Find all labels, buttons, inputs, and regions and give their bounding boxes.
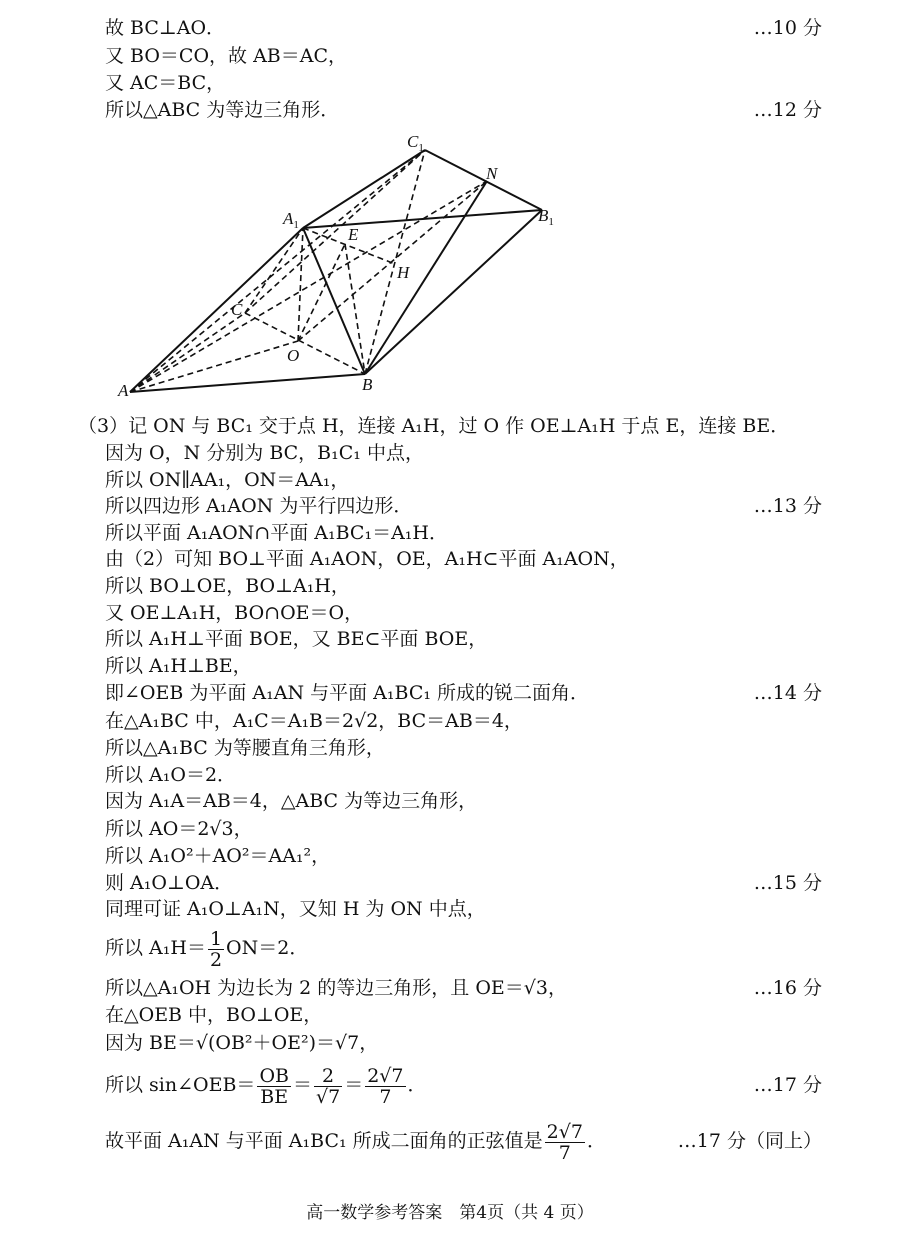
text-span: 故平面 A₁AN 与平面 A₁BC₁ 所成二面角的正弦值是 [105,1130,543,1152]
text-line: 因为 O，N 分别为 BC，B₁C₁ 中点， [105,442,424,464]
fraction-num: 1 [209,927,223,950]
score-mark: …17 分 [753,1074,822,1096]
text-span: ＝ [292,1074,312,1096]
fraction-num: 2 [314,1066,342,1087]
label-O: O [287,346,300,365]
text-span: 所以 A₁H＝ [105,937,206,959]
fraction [208,929,224,970]
prism-diagram [110,128,590,400]
text-line: 又 OE⊥A₁H，BO∩OE＝O， [105,602,364,624]
half-line [105,927,309,971]
score-mark: …17 分（同上） [677,1130,822,1152]
text-line: 所以 BO⊥OE，BO⊥A₁H， [105,575,350,597]
label-N: N [486,164,498,183]
fraction-den: 7 [379,1085,392,1108]
label-A: A [118,381,129,400]
label-C1: $C_1$ [407,132,424,154]
label-H: H [397,263,410,282]
score-mark: …14 分 [753,682,822,704]
fraction-num: 2√7 [546,1120,583,1143]
text-line: 因为 BE＝√(OB²＋OE²)＝√7， [105,1032,379,1054]
text-line: 所以△A₁OH 为边长为 2 的等边三角形，且 OE＝√3， [105,977,567,999]
fraction-num: 2√7 [367,1064,404,1087]
text-line: 所以 AO＝2√3， [105,818,253,840]
score-mark: …10 分 [753,17,822,39]
text-line: 又 AC＝BC， [105,72,226,94]
text-line: 在△OEB 中，BO⊥OE， [105,1004,323,1026]
text-line: 所以△ABC 为等边三角形． [105,99,340,121]
fraction-num: OB [259,1064,289,1087]
fraction [365,1066,405,1107]
fraction [545,1122,585,1163]
label-C: C [231,300,243,319]
fraction-den: 7 [558,1141,571,1164]
part3-header: （3）记 ON 与 BC₁ 交于点 H，连接 A₁H，过 O 作 OE⊥A₁H 于点 E，连接 BE． [78,415,790,437]
text-line: 因为 A₁A＝AB＝4，△ABC 为等边三角形， [105,790,478,812]
text-line: 所以 A₁O＝2． [105,764,237,786]
text-line: 即∠OEB 为平面 A₁AN 与平面 A₁BC₁ 所成的锐二面角． [105,682,590,704]
label-B1: $B_1$ [538,206,554,228]
fraction-den: BE [260,1085,289,1108]
label-E: E [348,225,359,244]
fraction [314,1066,342,1107]
text-line: 同理可证 A₁O⊥A₁N，又知 H 为 ON 中点， [105,898,486,920]
text-line: 所以 ON∥AA₁，ON＝AA₁， [105,469,350,491]
label-B: B [362,375,373,394]
fraction-den: 2 [209,948,223,971]
score-mark: …13 分 [753,495,822,517]
page-footer: 高一数学参考答案 第4页（共 4 页） [306,1203,594,1223]
text-span: 所以 sin∠OEB＝ [105,1074,256,1096]
text-span: ON＝2． [226,937,309,959]
score-mark: …15 分 [753,872,822,894]
text-line: 由（2）可知 BO⊥平面 A₁AON，OE，A₁H⊂平面 A₁AON， [105,548,629,570]
label-A1: $A_1$ [283,209,299,231]
text-line: 所以四边形 A₁AON 为平行四边形． [105,495,413,517]
dashed-edges [130,150,487,392]
text-span: ＝ [344,1074,364,1096]
text-line: 所以 A₁O²＋AO²＝AA₁²， [105,845,331,867]
text-line: 在△A₁BC 中，A₁C＝A₁B＝2√2，BC＝AB＝4， [105,710,523,732]
score-mark: …12 分 [753,99,822,121]
text-line: 则 A₁O⊥OA． [105,872,234,894]
score-mark: …16 分 [753,977,822,999]
text-line: 所以△A₁BC 为等腰直角三角形， [105,737,385,759]
text-line: 故 BC⊥AO． [105,17,226,39]
text-span: ． [407,1074,427,1096]
text-line: 又 BO＝CO，故 AB＝AC， [105,45,348,67]
fraction [257,1066,291,1107]
text-line: 所以平面 A₁AON∩平面 A₁BC₁＝A₁H． [105,522,448,544]
final-line [105,1118,606,1164]
text-line: 所以 A₁H⊥平面 BOE，又 BE⊂平面 BOE， [105,628,488,650]
prism-figure [110,128,590,400]
text-span: ． [586,1130,606,1152]
sin-line [105,1062,427,1108]
fraction-den: √7 [316,1085,341,1108]
text-line: 所以 A₁H⊥BE， [105,655,252,677]
